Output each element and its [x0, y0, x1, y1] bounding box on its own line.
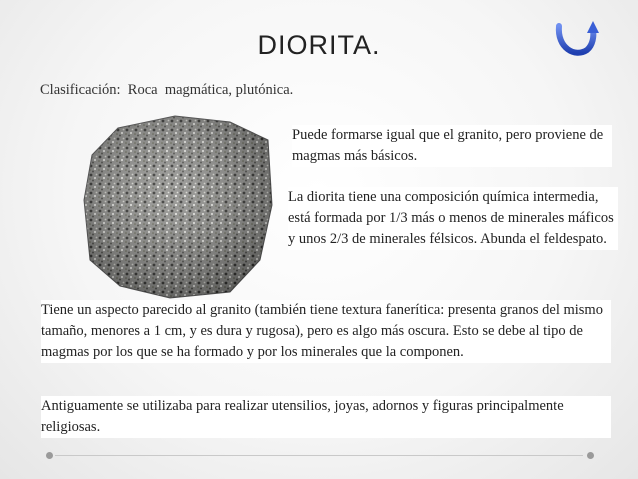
paragraph-appearance: Tiene un aspecto parecido al granito (también tiene textura fanerítica: presenta granos del mismo tamaño, menores a 1 cm, y es dura y rugosa), pero es algo más oscura. Esto se debe al tipo de magmas por los que se ha formado y por los minerales que la componen. — [41, 300, 611, 363]
paragraph-composition: La diorita tiene una composición química intermedia, está formada por 1/3 más o menos de minerales máficos y unos 2/3 de minerales félsicos. Abunda el feldespato. — [288, 187, 618, 250]
slide-title: DIORITA. — [257, 30, 381, 60]
classification-text: Clasificación: Roca magmática, plutónica. — [40, 82, 294, 98]
footer-dot-right — [587, 452, 594, 459]
paragraph-origin: Puede formarse igual que el granito, pero proviene de magmas más básicos. — [292, 125, 612, 167]
return-arrow-icon[interactable] — [553, 18, 601, 58]
footer-dot-left — [46, 452, 53, 459]
diorite-rock-image — [80, 110, 275, 300]
footer-divider — [55, 455, 583, 456]
paragraph-uses: Antiguamente se utilizaba para realizar utensilios, joyas, adornos y figuras principalmente religiosas. — [41, 396, 611, 438]
